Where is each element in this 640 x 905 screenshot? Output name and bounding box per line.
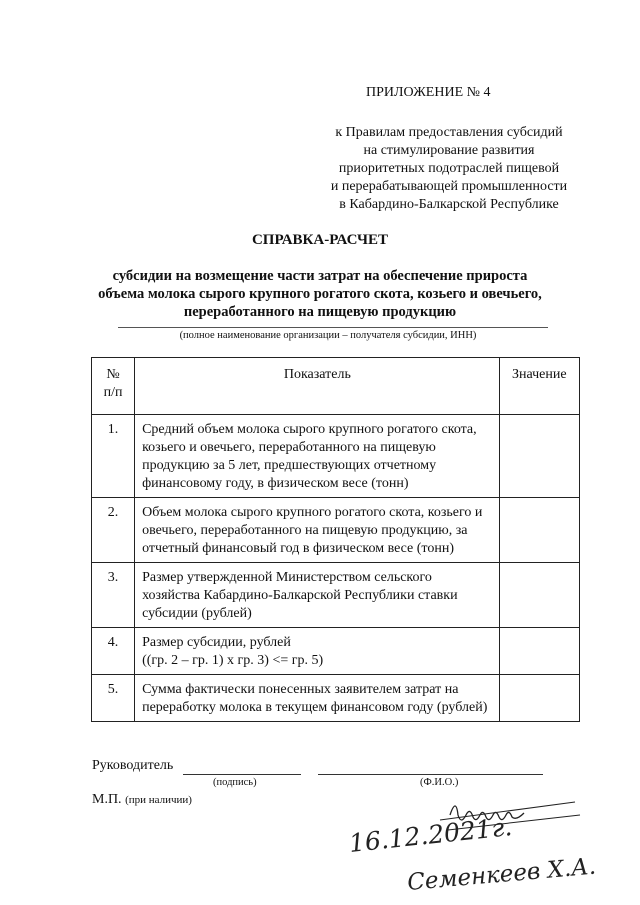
table-row	[92, 498, 580, 563]
row-number: 4.	[92, 628, 135, 675]
handwritten-name: Семенкеев Х.А.	[406, 853, 597, 896]
stamp-mark: М.П.	[92, 792, 122, 807]
appendix-line: в Кабардино-Балкарской Республике	[339, 197, 559, 212]
handwritten-signature-and-date	[330, 790, 630, 900]
head-label: Руководитель	[92, 758, 174, 773]
subtitle-line: субсидии на возмещение части затрат на обеспечение прироста	[112, 268, 528, 284]
stamp-note: (при наличии)	[125, 794, 192, 806]
row-indicator: Сумма фактически понесенных заявителем затрат на переработку молока в текущем финансовом году (рублей)	[135, 675, 500, 722]
table-row	[92, 415, 580, 498]
subtitle-line: объема молока сырого крупного рогатого скота, козьего и овечьего,	[98, 286, 542, 302]
row-number: 1.	[92, 415, 135, 498]
table-row	[92, 628, 580, 675]
calculation-table	[91, 357, 580, 722]
fio-caption: (Ф.И.О.)	[420, 777, 459, 788]
row-indicator: Объем молока сырого крупного рогатого скота, козьего и овечьего, переработанного на пищевую продукцию, за отчетный финансовый год в физическом весе (тонн)	[135, 498, 500, 563]
header-value: Значение	[499, 358, 579, 415]
header-number: № п/п	[92, 358, 135, 415]
row-value-cell	[499, 498, 579, 563]
document-title: СПРАВКА-РАСЧЕТ	[251, 232, 389, 248]
table-row	[92, 563, 580, 628]
subtitle-line: переработанного на пищевую продукцию	[183, 304, 457, 320]
appendix-line: приоритетных подотраслей пищевой	[338, 161, 560, 176]
handwritten-date: 16.12.2021г.	[347, 812, 514, 858]
appendix-header	[300, 84, 620, 214]
row-indicator: Средний объем молока сырого крупного рогатого скота, козьего и овечьего, переработанного на пищевую продукцию за 5 лет, предшествующих отчетному финансовому году, в физическом весе (тонн)	[135, 415, 500, 498]
row-value-cell	[499, 415, 579, 498]
document-subtitle	[60, 267, 580, 321]
appendix-line: на стимулирование развития	[363, 143, 535, 158]
table-row	[92, 675, 580, 722]
signature-caption: (подпись)	[213, 777, 257, 788]
appendix-title: ПРИЛОЖЕНИЕ № 4	[366, 85, 491, 100]
header-indicator: Показатель	[135, 358, 500, 415]
stamp-label	[92, 792, 192, 808]
row-number: 3.	[92, 563, 135, 628]
row-indicator: Размер утвержденной Министерством сельского хозяйства Кабардино-Балкарской Республики ставки субсидии (рублей)	[135, 563, 500, 628]
row-value-cell	[499, 628, 579, 675]
fio-line	[318, 774, 543, 775]
organization-fill-line	[118, 327, 548, 328]
row-number: 5.	[92, 675, 135, 722]
appendix-line: и перерабатывающей промышленности	[330, 179, 568, 194]
row-value-cell	[499, 563, 579, 628]
appendix-line: к Правилам предоставления субсидий	[335, 125, 563, 140]
organization-caption: (полное наименование организации – получателя субсидии, ИНН)	[179, 330, 477, 341]
row-number: 2.	[92, 498, 135, 563]
row-value-cell	[499, 675, 579, 722]
signature-line	[183, 774, 301, 775]
row-indicator: Размер субсидии, рублей ((гр. 2 – гр. 1) х гр. 3) <= гр. 5)	[135, 628, 500, 675]
table-header-row	[92, 358, 580, 415]
